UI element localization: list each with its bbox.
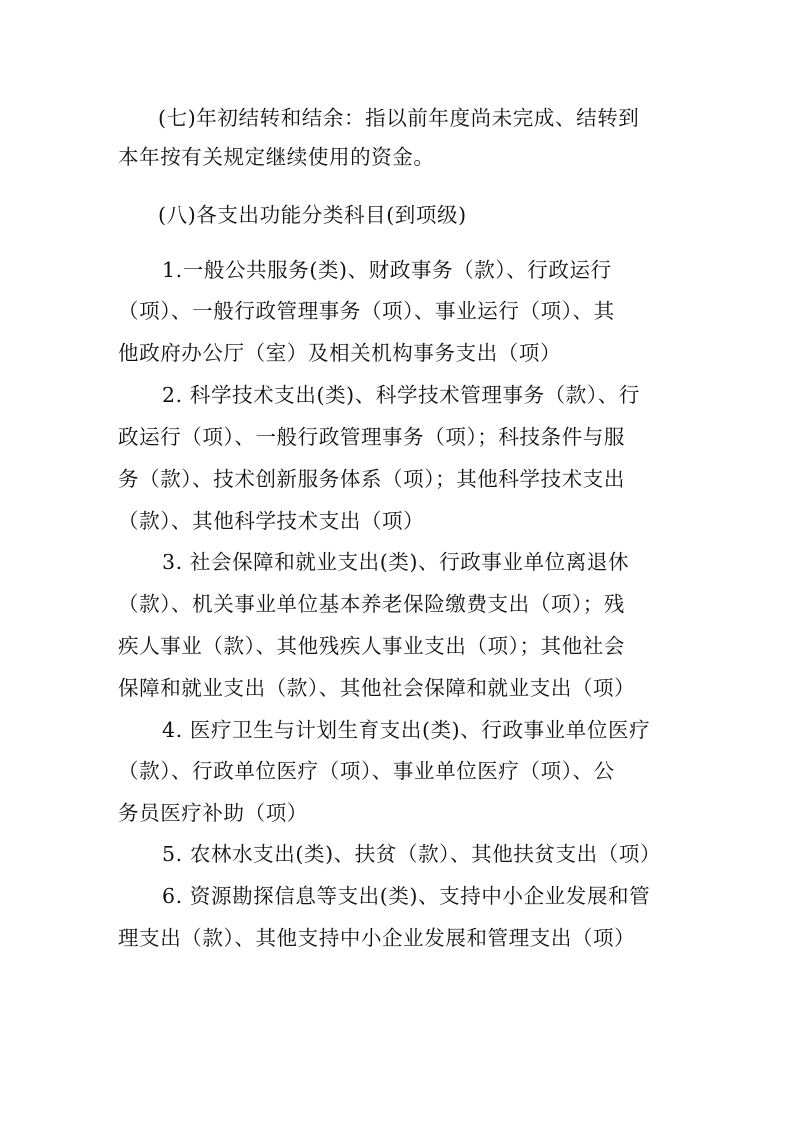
text-line: 本年按有关规定继续使用的资金。 [118, 145, 435, 169]
text-line: 2. 科学技术支出(类)、科学技术管理事务（款）、行 [162, 383, 640, 407]
text-line: 理支出（款）、其他支持中小企业发展和管理支出（项） [118, 926, 636, 950]
text-line: （项）、一般行政管理事务（项）、事业运行（项）、其 [118, 299, 615, 323]
text-line: 6. 资源勘探信息等支出(类)、支持中小企业发展和管 [162, 884, 651, 908]
text-line: (七)年初结转和结余：指以前年度尚未完成、结转到 [158, 106, 640, 130]
text-line: 他政府办公厅（室）及相关机构事务支出（项） [118, 341, 562, 365]
text-line: 4. 医疗卫生与计划生育支出(类)、行政事业单位医疗 [162, 718, 651, 742]
text-line: （款）、机关事业单位基本养老保险缴费支出（项）；残 [118, 592, 625, 616]
text-line: （款）、其他科学技术支出（项） [118, 509, 425, 533]
text-line: 5. 农林水支出(类)、扶贫（款）、其他扶贫支出（项） [162, 842, 662, 866]
text-line: 政运行（项）、一般行政管理事务（项）；科技条件与服 [118, 425, 625, 449]
text-line: 保障和就业支出（款）、其他社会保障和就业支出（项） [118, 676, 636, 700]
section-heading: (八)各支出功能分类科目(到项级) [158, 203, 467, 227]
text-line: （款）、行政单位医疗（项）、事业单位医疗（项）、公 [118, 759, 615, 783]
text-line: 1.一般公共服务(类)、财政事务（款）、行政运行 [162, 258, 612, 282]
text-line: 疾人事业（款）、其他残疾人事业支出（项）；其他社会 [118, 634, 625, 658]
text-line: 务员医疗补助（项） [118, 801, 308, 825]
text-line: 务（款）、技术创新服务体系（项）；其他科学技术支出 [118, 467, 625, 491]
text-line: 3. 社会保障和就业支出(类)、行政事业单位离退休 [162, 550, 630, 574]
